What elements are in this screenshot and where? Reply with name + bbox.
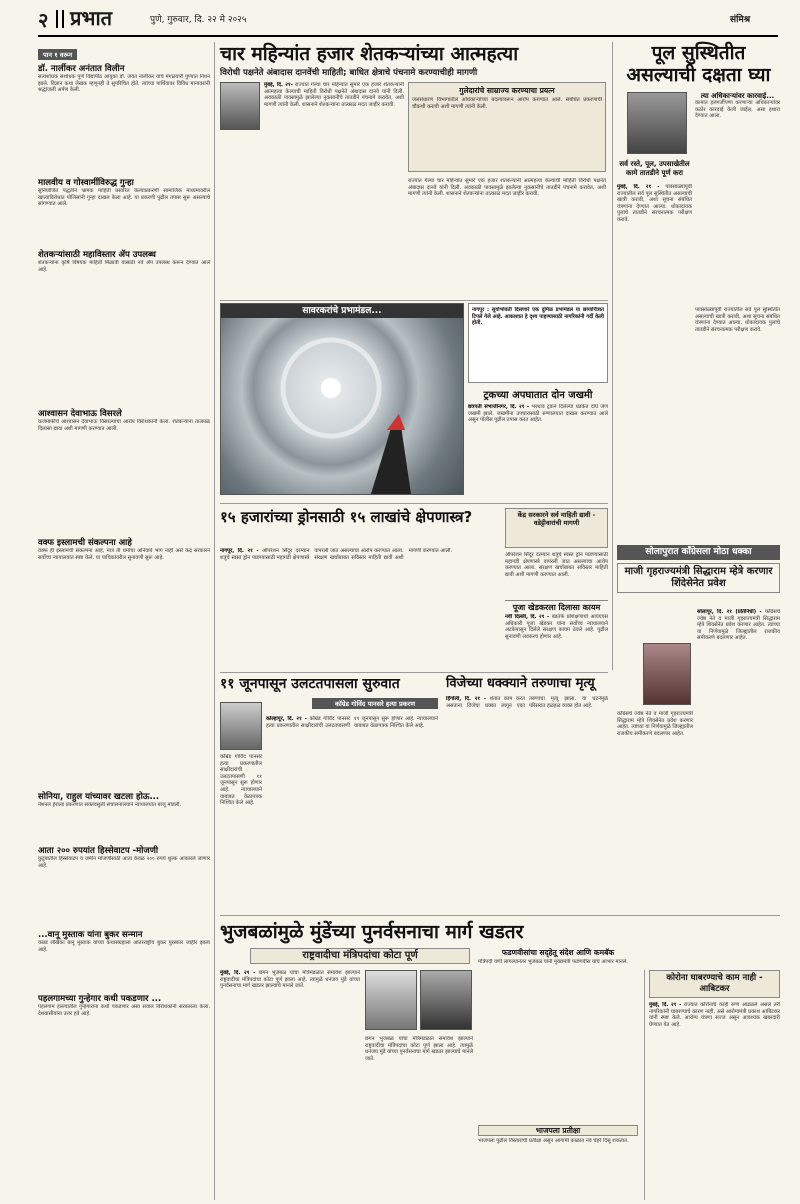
- row-divider: [220, 300, 608, 301]
- bhujbal-headline: भुजबळांमुळे मुंडेंच्या पुनर्वसनाचा मार्ग खडतर: [220, 921, 524, 943]
- bhujbal-subhead: राष्ट्रवादीचा मंत्रिपदांचा कोटा पूर्ण: [250, 948, 470, 964]
- halo-ring: [221, 318, 463, 494]
- accident-text: भरधाव ट्रकने दिलेल्या धडकेत दोघे जण जखमी झाले. जखमींना उपचारासाठी रुग्णालयात दाखल करण्यात आले असून पोलीस पुढील तपास करत आहेत.: [468, 404, 608, 424]
- inset-body: जलसंधारण विभागातील अधिकाऱ्यांच्या बदल्यांवरून आरोप करण्यात आले. संबंधित प्रकरणाची चौकशी करावी अशी मागणी त्यांनी केली.: [412, 97, 602, 110]
- drone-body: [220, 548, 498, 666]
- lead-headline: चार महिन्यांत हजार शेतकऱ्यांच्या आत्महत्या: [220, 43, 519, 65]
- solapur-tag: सोलापुरात काँग्रेसला मोठा धक्का: [617, 545, 780, 560]
- side-headline: त्या अधिकाऱ्यांवर कारवाई...: [700, 92, 775, 100]
- bridge-headline: पूल सुस्थितीत असल्याची दक्षता घ्या: [626, 42, 771, 86]
- bridge-dateline: मुंबई, दि. २१ -: [617, 184, 660, 190]
- column-divider: [612, 42, 613, 542]
- item-body: वक्फ ही इस्लामची संकल्पना आहे, मात्र ती धर्माचा अनिवार्य भाग नाही असे केंद्र सरकारने सर्वोच्च न्यायालयात स्पष्ट केले. या याचिकांवरील सुनावणी सुरू आहे.: [38, 548, 210, 561]
- fadnavis-headline: फडणवीसांचा सद्‌हेतू संदेश आणि कमबॅक: [501, 948, 615, 957]
- corona-dateline: मुंबई, दि. २१ -: [649, 1002, 682, 1008]
- drone-dateline: नागपूर, दि. २१ -: [220, 548, 259, 554]
- item-headline: आता २०० रुपयांत हिस्सेवाटप -मोजणी: [38, 846, 159, 856]
- item-body: सुनियोजित पद्धतीने भ्रामक माहिती प्रसारित केल्याप्रकरणी सामाजिक माध्यमावरील खात्याविरोधात पोलिसांनी गुन्हा दाखल केला आहे. या प्रकरणी पुढील तपास सुरू असल्याचे सांगण्यात आले.: [38, 188, 210, 208]
- solapur-body: [697, 609, 780, 959]
- masthead-rule: [38, 35, 778, 37]
- column-divider: [214, 42, 215, 1200]
- corona-text: राज्यात कोरोनाचे काही रुग्ण आढळले असले तरी नागरिकांनी घाबरण्याचे कारण नाही, असे आरोग्यमंत्री प्रकाश आबिटकर यांनी स्पष्ट केले. आरोग्य यंत्रणा सज्ज असून आवश्यक खबरदारी घेण्यात येत आहे.: [649, 1002, 780, 1028]
- solapur-dateline: सोलापूर, दि. २१ (प्रतिनिधी) -: [697, 609, 762, 615]
- solapur-story: [617, 545, 780, 965]
- solapur-body-left: काँग्रेसचे ज्येष्ठ नेते व माजी गृहराज्यमंत्री सिद्धाराम म्हेत्रे शिवसेनेत प्रवेश करणार आहेत. त्यांच्या या निर्णयामुळे जिल्ह्यातील राजकीय समीकरणे बदलणार आहेत.: [617, 711, 693, 737]
- left-column: [38, 42, 210, 1200]
- column-divider: [612, 505, 613, 670]
- bhujbal-photo: [365, 970, 417, 1030]
- dateline: पुणे, गुरुवार, दि. २२ मे २०२५: [150, 15, 247, 25]
- left-item: [38, 994, 210, 1164]
- lead-story: [220, 42, 608, 297]
- bjp-headline: भाजपला प्रतीक्षा: [478, 1125, 638, 1136]
- lead-inset-box: [408, 82, 606, 172]
- electrocution-dateline: हिंगोली, दि. २१ -: [446, 696, 486, 702]
- accident-story: [468, 390, 608, 500]
- bhujbal-body-mid: छगन भुजबळ यांचा मंत्रिमंडळात समावेश झाल्याने राष्ट्रवादीचा मंत्रिपदांचा कोटा पूर्ण झाला आहे. त्यामुळे धनंजय मुंडे यांच्या पुनर्वसनाचा मार्ग खडतर झाल्याचे मानले जाते.: [365, 1036, 473, 1062]
- left-item: [38, 538, 210, 788]
- row-divider: [220, 915, 780, 916]
- item-body: कन्नड लेखिका बानू मुस्ताक यांच्या कथासंग्रहाला आंतरराष्ट्रीय बुकर पुरस्कार जाहीर झाला आहे.: [38, 940, 210, 953]
- left-item: [38, 409, 210, 534]
- fadnavis-body: मंत्रिपदी वर्णी लागल्यानंतर भुजबळ यांनी मुख्यमंत्री फडणवीस यांचे आभार मानले.: [478, 959, 628, 965]
- khedkar-headline: पूजा खेडकरला दिलासा कायम: [512, 603, 601, 612]
- item-headline: मालवीय व गोस्वामींविरुद्ध गुन्हा: [38, 178, 134, 188]
- left-item: [38, 64, 210, 174]
- leader-photo: [220, 82, 260, 130]
- bridge-side-box: [695, 92, 780, 302]
- item-headline: आश्वासन देवाभाऊ विसरले: [38, 409, 122, 419]
- masthead: [0, 0, 800, 38]
- left-item: [38, 250, 210, 405]
- masthead-divider: [56, 10, 64, 28]
- electrocution-headline: विजेच्या धक्क्याने तरुणाचा मृत्यू: [446, 676, 595, 691]
- bhujbal-right-col: [478, 948, 638, 1198]
- khedkar-box: [505, 600, 608, 668]
- pansare-body: [266, 716, 438, 906]
- item-headline: वक्फ इस्लामची संकल्पना आहे: [38, 538, 132, 548]
- khedkar-dateline: नवी दिल्ली, दि. २१ -: [505, 614, 552, 620]
- mhetre-photo: [643, 643, 691, 705]
- corona-tag: कोरोना घाबरण्याचे काम नाही - आबिटकर: [649, 970, 780, 998]
- official-photo: [627, 92, 687, 154]
- left-item: [38, 930, 210, 990]
- bhujbal-body: [220, 970, 360, 1198]
- photo-caption-box: [468, 303, 608, 383]
- accident-body: [468, 404, 608, 484]
- electrocution-body: [446, 696, 608, 901]
- page-number: २: [38, 8, 49, 32]
- bridge-text: पावसाळ्यापूर्वी राज्यातील सर्व पूल सुस्थितीत असल्याची खात्री करावी, अशा सूचना संबंधित यंत्रणांना देण्यात आल्या. धोकादायक पुलांचे तातडीने संरचनात्मक परीक्षण करावे.: [617, 184, 692, 223]
- pansare-body-left: कॉम्रेड गोविंद पानसरे हत्या प्रकरणातील साक्षीदारांची उलटतपासणी ११ जूनपासून सुरू होणार आहे. न्यायालयाने याबाबत वेळापत्रक निश्चित केले आहे.: [220, 754, 262, 807]
- lead-body-continued: राज्यात गेल्या चार महिन्यांत सुमारे एक हजार शेतकऱ्यांनी आत्महत्या केल्याची माहिती विरोधी पक्षनेते अंबादास दानवे यांनी दिली. अवकाळी पावसामुळे झालेल्या नुकसानीचे तातडीने पंचनामे करावेत, अशी मागणी त्यांनी केली. शासनाने शेतकऱ्यांना तात्काळ मदत जाहीर करावी.: [408, 178, 606, 198]
- left-item: [38, 792, 210, 842]
- item-headline: पहलगामच्या गुन्हेगार कधी पकडणार ...: [38, 994, 162, 1004]
- pansare-story: [220, 676, 440, 911]
- item-body: पहलगाम हल्ल्यातील गुन्हेगारांना कधी पकडणार असा सवाल विरोधकांनी सरकारला केला. देशवासीयांना उत्तर हवे आहे.: [38, 1004, 210, 1017]
- column-divider: [644, 970, 645, 1200]
- brand-logo: प्रभात: [70, 6, 113, 30]
- lead-text: राज्यात गेल्या चार महिन्यांत सुमारे एक हजार शेतकऱ्यांनी आत्महत्या केल्याची माहिती विरोधी पक्षनेते अंबादास दानवे यांनी दिली. अवकाळी पावसामुळे झालेल्या नुकसानीचे तातडीने पंचनामे करावेत, अशी मागणी त्यांनी केली. शासनाने शेतकऱ्यांना तात्काळ मदत जाहीर करावी.: [264, 82, 404, 108]
- item-headline: सोनिया, राहुल यांच्यावर खटला होऊ...: [38, 792, 160, 802]
- pansare-dateline: कोल्हापूर, दि. २१ -: [266, 716, 307, 722]
- corona-body: [649, 1002, 780, 1197]
- pansare-photo: [220, 702, 262, 750]
- continued-tag: पान १ वरून: [38, 49, 77, 60]
- khedkar-body: [505, 614, 608, 662]
- item-headline: शेतकऱ्यांसाठी महाविस्तार ॲप उपलब्ध: [38, 250, 156, 260]
- drone-body-right: ऑपरेशन सिंदूर दरम्यान शत्रूचे स्वस्त ड्रोन पाडण्यासाठी महागडी क्षेपणास्त्रे वापरली जात असल्याचा आरोप करण्यात आला. संरक्षण खर्चाबाबत सविस्तर माहिती द्यावी अशी मागणी करण्यात आली.: [505, 552, 608, 578]
- pansare-headline: ११ जूनपासून उलटतपासला सुरुवात: [220, 676, 400, 692]
- photo-feature: [220, 303, 464, 495]
- item-headline: ...वानू मुस्ताक यांना बुकर सन्मान: [38, 930, 143, 940]
- bridge-story: [617, 42, 780, 542]
- item-body: नॅशनल हेराल्ड प्रकरणात सक्तवसुली संचालनालयाने न्यायालयात बाजू मांडली.: [38, 802, 182, 808]
- accident-dateline: छत्रपती संभाजीनगर, दि. २१ -: [468, 404, 530, 410]
- inset-headline: गुलेदारांचे साम्राज्य करण्याचा प्रयत्न: [459, 86, 555, 95]
- halo-photo: [221, 318, 463, 494]
- bhujbal-dateline: मुंबई, दि. २१ -: [220, 970, 256, 976]
- item-body: सत्यशोधक संशोधक पुणे विद्यापीठ आयुका डॉ. जयंत नार्लीकर यांचे मंगळवारी पुण्यात निधन झाले. विज्ञान कथा लेखक म्हणूनही ते सुपरिचित होते. त्यांच्या पार्थिवावर विविध मान्यवरांनी श्रद्धांजली अर्पण केली.: [38, 74, 210, 94]
- left-item: [38, 178, 210, 246]
- electrocution-story: [446, 676, 608, 911]
- item-body: कर्जमाफीचे आश्वासन देवाभाऊ विसरल्याचा आरोप विरोधकांनी केला. शेतकऱ्यांना तात्काळ दिलासा द्यावा अशी मागणी करण्यात आली.: [38, 419, 210, 432]
- item-body: कुटुंबातील हिस्सेवाटप व जमीन मोजणीसाठी आता केवळ २०० रुपये शुल्क आकारले जाणार आहे.: [38, 856, 210, 869]
- bhujbal-text: छगन भुजबळ यांचा मंत्रिमंडळात समावेश झाल्याने राष्ट्रवादीचा मंत्रिपदांचा कोटा पूर्ण झाला आहे. त्यामुळे धनंजय मुंडे यांच्या पुनर्वसनाचा मार्ग खडतर झाल्याचे मानले जाते.: [220, 970, 360, 990]
- drone-inset: [505, 508, 608, 548]
- pansare-text: कॉम्रेड गोविंद पानसरे हत्या प्रकरणातील साक्षीदारांची उलटतपासणी ११ जूनपासून सुरू होणार आहे. न्यायालयाने याबाबत वेळापत्रक निश्चित केले आहे.: [266, 716, 438, 729]
- accident-headline: ट्रकच्या अपघातात दोन जखमी: [483, 390, 593, 401]
- lead-subhead: विरोधी पक्षनेते अंबादास दानवेंची माहिती; बाधित क्षेत्राचे पंचनामे करण्याचीही मागणी: [220, 68, 478, 78]
- side-body: कामात हलगर्जीपणा करणाऱ्या अधिकाऱ्यांवर कठोर कारवाई केली जाईल, असा इशारा देण्यात आला.: [695, 100, 780, 120]
- row-divider: [220, 672, 608, 673]
- section-label: संमिश्र: [730, 15, 751, 25]
- drone-headline: १५ हजारांच्या ड्रोनसाठी १५ लाखांचे क्षेपणास्त्र?: [220, 508, 473, 526]
- bridge-caption: सर्व रस्ते, पूल, उपसाखेतील कामे तातडीने पूर्ण करा: [619, 160, 690, 177]
- khedkar-text: बडतर्फ प्रशिक्षणार्थी आयएएस अधिकारी पूजा खेडकर यांना सर्वोच्च न्यायालयाने अटकेपासून दिलेले संरक्षण कायम ठेवले आहे. पुढील सुनावणी लवकरच होणार आहे.: [505, 614, 608, 640]
- lead-dateline: मुंबई, दि. २१-: [264, 82, 293, 88]
- corona-story: [649, 970, 780, 1200]
- solapur-text: काँग्रेसचे ज्येष्ठ नेते व माजी गृहराज्यमंत्री सिद्धाराम म्हेत्रे शिवसेनेत प्रवेश करणार आहेत. त्यांच्या या निर्णयामुळे जिल्ह्यातील राजकीय समीकरणे बदलणार आहेत.: [697, 609, 780, 642]
- electrocution-text: शेतात काम करत असताना विजेचा धक्का लागून एका तरुणाचा मृत्यू झाला. या घटनेमुळे परिसरात हळहळ व्यक्त होत आहे.: [446, 696, 608, 709]
- drone-inset-headline: केंद्र सरकारने सर्व माहिती द्यावी - वडेट्टीवारांची मागणी: [517, 511, 596, 527]
- left-item: [38, 846, 210, 926]
- photo-caption: नागपूर : सूर्याभोवती दिसणारे एक दुर्मिळ प्रभामंडल या छायाचित्रात टिपले गेले आहे. आकाशात हे दृश्य पाहण्यासाठी नागरिकांनी गर्दी केली होती.: [472, 307, 604, 327]
- photo-label-bar: सावरकरांचे प्रभामंडल...: [221, 304, 463, 318]
- bridge-body-right: पावसाळ्यापूर्वी राज्यातील सर्व पूल सुस्थितीत असल्याची खात्री करावी, अशा सूचना संबंधित यंत्रणांना देण्यात आल्या. धोकादायक पुलांचे तातडीने संरचनात्मक परीक्षण करावे.: [695, 307, 780, 333]
- item-headline: डॉ. नार्लीकर अनंतात विलीन: [38, 64, 125, 74]
- item-body: शेतकऱ्यांना कृषि विषयक माहिती मिळावी यासाठी नवे ॲप उपलब्ध करून देण्यात आले आहे.: [38, 260, 210, 273]
- solapur-headline: माजी गृहराज्यमंत्री सिद्धाराम म्हेत्रे करणार शिंदेसेनेत प्रवेश: [617, 563, 780, 593]
- bjp-body: भाजपला पुढील विस्ताराची प्रतीक्षा असून आगामी काळात नवे चेहरे दिसू शकतात.: [478, 1138, 629, 1144]
- munde-photo: [420, 970, 472, 1030]
- drone-story: [220, 508, 500, 668]
- lead-body: [264, 82, 404, 292]
- row-divider: [220, 503, 608, 504]
- bhujbal-story: [220, 920, 640, 1200]
- bridge-body: [617, 184, 692, 534]
- drone-text: ऑपरेशन सिंदूर दरम्यान शत्रूचे स्वस्त ड्रोन पाडण्यासाठी महागडी क्षेपणास्त्रे वापरली जात असल्याचा आरोप करण्यात आला. संरक्षण खर्चाबाबत सविस्तर माहिती द्यावी अशी मागणी करण्यात आली.: [220, 548, 453, 561]
- pansare-tag: कॉम्रेड गोविंद पानसरे हत्या प्रकरण: [312, 698, 438, 709]
